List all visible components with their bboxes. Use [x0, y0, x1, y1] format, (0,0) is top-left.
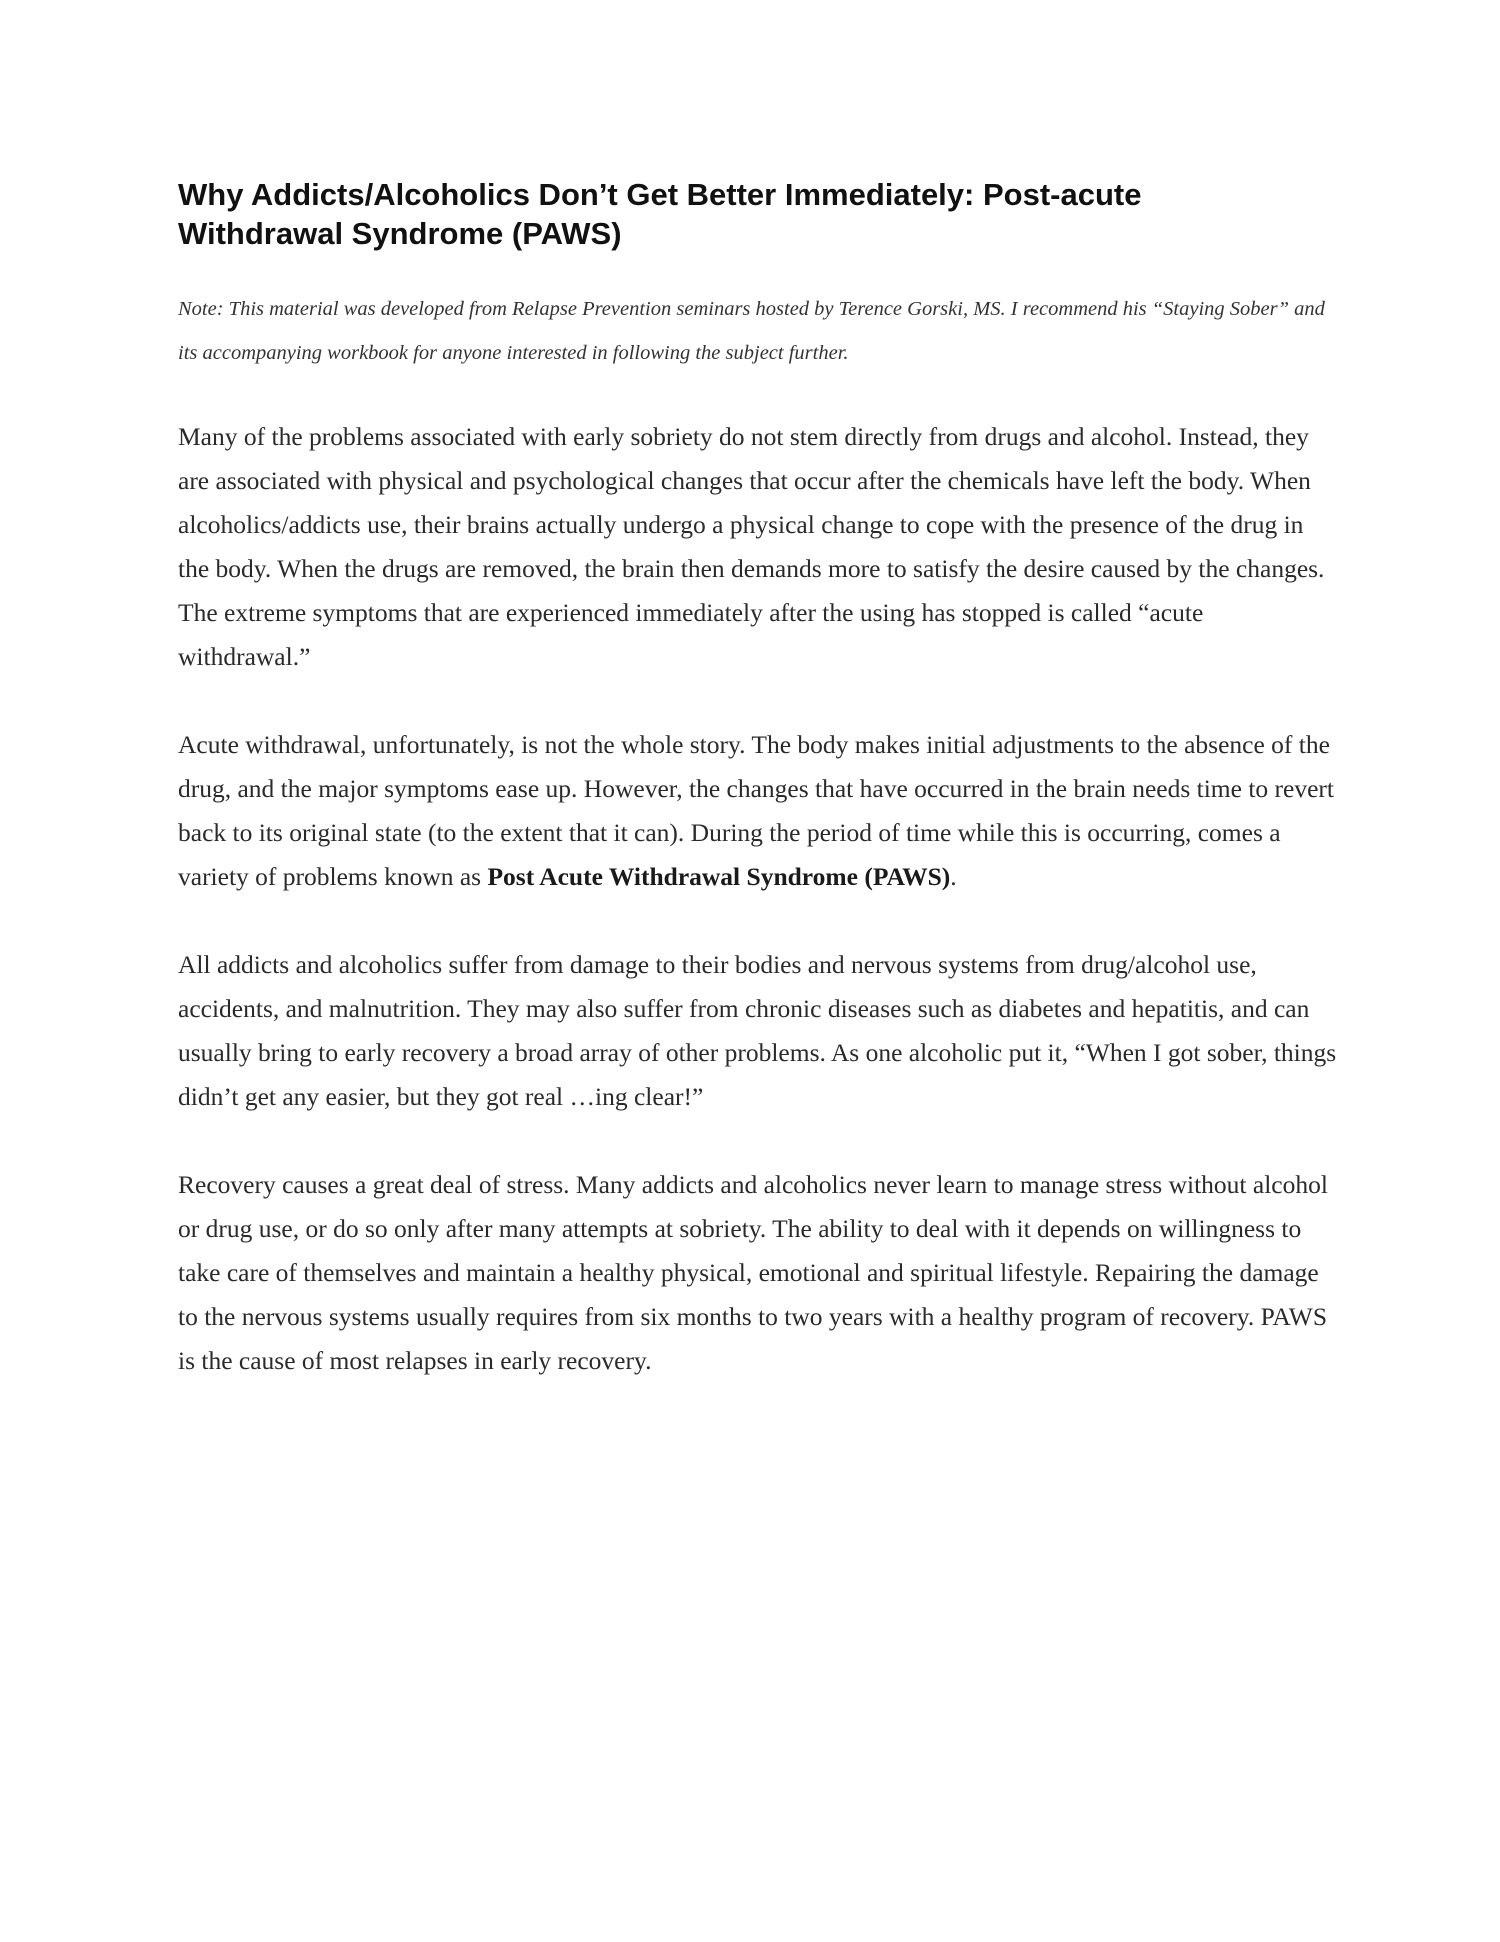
document-title: Why Addicts/Alcoholics Don’t Get Better Immediately: Post-acute Withdrawal Syndrome (PAWS) [178, 177, 1142, 251]
paragraph-acute-withdrawal-end: . [950, 862, 957, 891]
source-note: Note: This material was developed from Relapse Prevention seminars hosted by Terence Gorski, MS. I recommend his “Staying Sober” and its accompanying workbook for anyone interested in following the subject further. [178, 298, 1325, 364]
paws-term: Post Acute Withdrawal Syndrome (PAWS) [487, 862, 951, 891]
paragraph-stress: Recovery causes a great deal of stress. Many addicts and alcoholics never learn to manage stress without alcohol or drug use, or do so only after many attempts at sobriety. The ability to deal with it depends on willingness to take care of themselves and maintain a healthy physical, emotional and spiritual lifestyle. Repairing the damage to the nervous systems usually requires from six months to two years with a healthy program of recovery. PAWS is the cause of most relapses in early recovery. [178, 1170, 1328, 1375]
paragraph-damage: All addicts and alcoholics suffer from damage to their bodies and nervous systems from drug/alcohol use, accidents, and malnutrition. They may also suffer from chronic diseases such as diabetes and hepatitis, and can usually bring to early recovery a broad array of other problems. As one alcoholic put it, “When I got sober, things didn’t get any easier, but they got real …ing clear!” [178, 950, 1337, 1111]
paragraph-early-sobriety: Many of the problems associated with early sobriety do not stem directly from drugs and alcohol. Instead, they are associated with physical and psychological changes that occur after the chemicals have left the body. When alcoholics/addicts use, their brains actually undergo a physical change to cope with the presence of the drug in the body. When the drugs are removed, the brain then demands more to satisfy the desire caused by the changes. The extreme symptoms that are experienced immediately after the using has stopped is called “acute withdrawal.” [178, 422, 1325, 671]
document-page [178, 175, 1338, 1383]
paragraph-acute-withdrawal-text: Acute withdrawal, unfortunately, is not the whole story. The body makes initial adjustments to the absence of the drug, and the major symptoms ease up. However, the changes that have occurred in the brain needs time to revert back to its original state (to the extent that it can). During the period of time while this is occurring, comes a variety of problems known as [178, 730, 1335, 891]
paragraph-acute-withdrawal [178, 723, 1338, 899]
